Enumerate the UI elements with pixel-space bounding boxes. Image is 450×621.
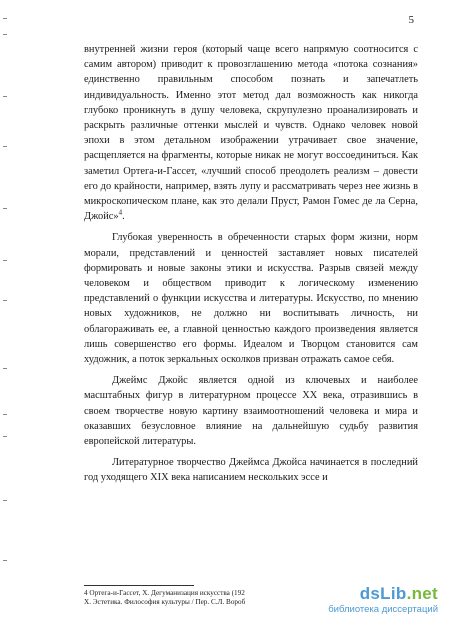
- paragraph: Джеймс Джойс является одной из ключевых и наиболее масштабных фигур в литературном процессе XX века, отразившись в своем творчестве новую картину взаимоотношений человека и мира и оказавших безусловное влияние на дальнейшую судьбу развития европейской литературы.: [84, 375, 418, 448]
- paragraph-text: внутренней жизни героя (который чаще всего напрямую соотносится с самим автором) приводит к провозглашению метода «потока сознания» единственно правильным способом познать и запечатлеть индивидуальность. Именно этот метод дал возможность как никогда глубоко проникнуть в душу человека, скрупулезно проанализировать и раскрыть различные оттенки мыслей и чувств. Однако человек новой эпохи в этом детальном изображении утрачивает свое значение, расщепляется на фрагменты, которые никак не могут воссоединиться. Как заметил Ортега-и-Гассет, «лучший способ преодолеть реализм – довести его до крайности, например, взять лупу и рассматривать через нее жизнь в микроскопическом плане, как это делали Пруст, Рамон Гомес де ла Серна, Джойс»: [84, 44, 418, 223]
- footnote: 4 Ортега-и-Гассет, Х. Дегуманизация искусства (192: [84, 589, 245, 597]
- watermark-logo: [328, 584, 438, 604]
- watermark[interactable]: [328, 584, 438, 615]
- watermark-logo-accent: .net: [406, 584, 438, 603]
- scan-margin-marks: [3, 0, 17, 621]
- page-number: 5: [408, 14, 414, 26]
- paragraph: Литературное творчество Джеймса Джойса начинается в последний год уходящего XIX века написанием нескольких эссе и: [84, 457, 418, 484]
- watermark-subtitle: библиотека диссертаций: [328, 604, 438, 615]
- footnote: Х. Эстетика. Философия культуры / Пер. С.Л. Вороб: [84, 598, 246, 607]
- footnote-divider: [84, 585, 194, 586]
- paragraph: Глубокая уверенность в обреченности старых форм жизни, норм морали, представлений и ценностей заставляет новых писателей формировать и новые законы этики и искусства. Разрыв связей между человеком и обществом приводит к логическому изменению представлений о функции искусства и литературы. Искусство, по мнению новых художников, не должно ни воспитывать личность, ни облагораживать ее, а главной ценностью каждого произведения является лишь совершенство его формы. Идеалом и Творцом становится сам художник, а поток зеркальных осколков призван отражать самое себя.: [84, 232, 418, 366]
- body-text: [84, 42, 418, 486]
- paragraph: [84, 42, 418, 224]
- footnote-ref[interactable]: 4: [118, 208, 123, 217]
- paragraph-tail: .: [122, 211, 125, 223]
- watermark-logo-main: dsLib: [359, 584, 407, 603]
